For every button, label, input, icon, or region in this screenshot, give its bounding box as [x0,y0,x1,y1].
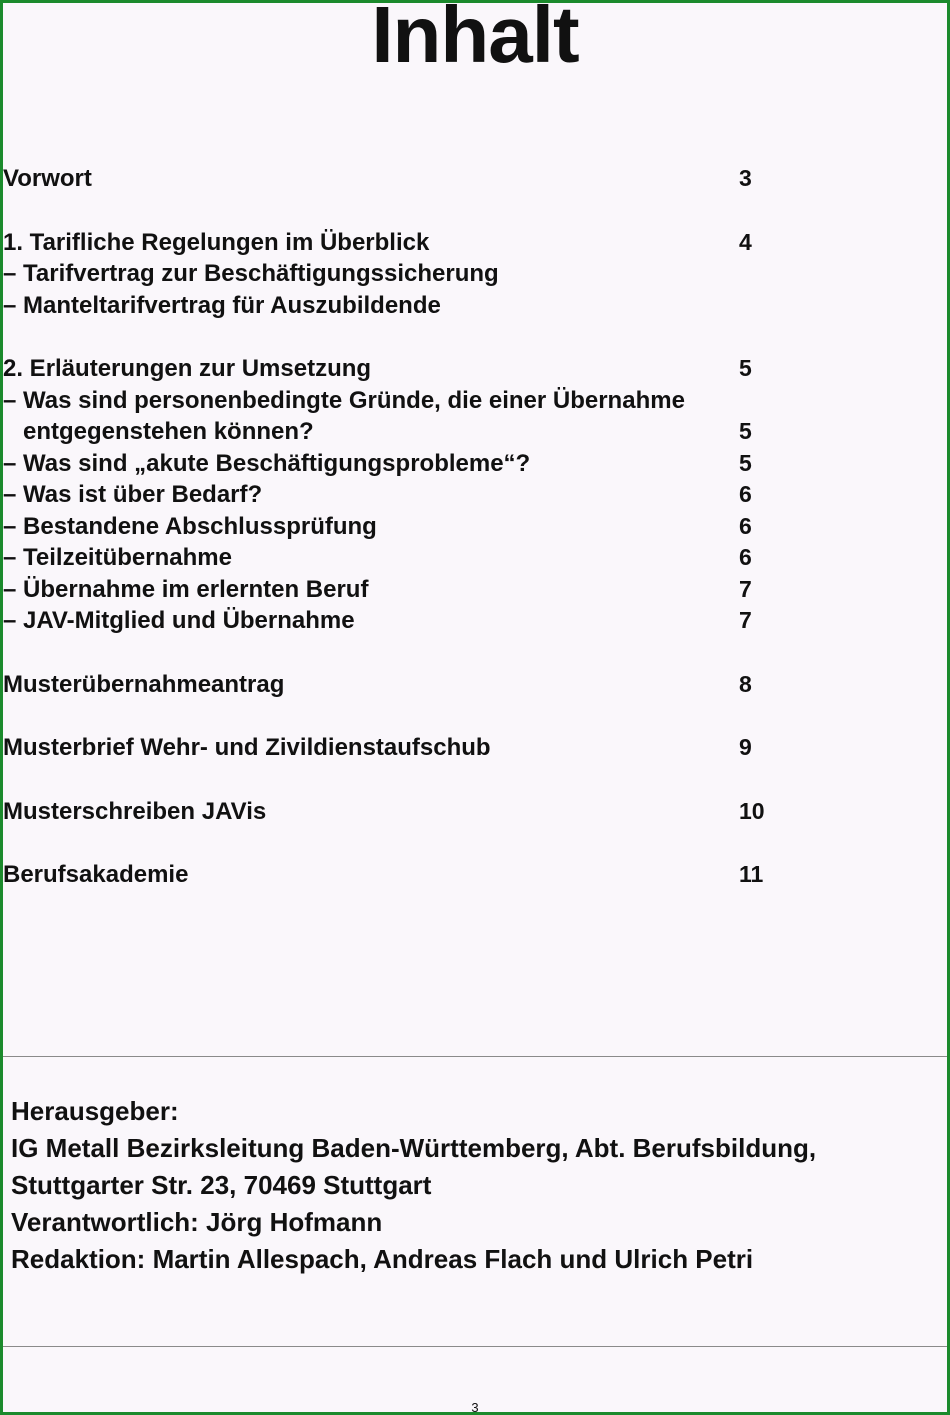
toc-entry [3,258,947,290]
toc-entry [3,859,947,891]
toc-entry [3,574,947,606]
toc-entry-page-number: 5 [739,418,752,444]
toc-entry [3,416,947,448]
toc-entry-title: – JAV-Mitglied und Übernahme [3,607,355,634]
toc-entry-title: – Was sind personenbedingte Gründe, die einer Übernahme [3,386,685,414]
toc-entry [3,448,947,480]
page-title: Inhalt [371,0,579,79]
table-of-contents [3,163,947,891]
toc-entry-title: Vorwort [3,165,92,192]
toc-entry-title: entgegenstehen können? [23,418,314,445]
toc-entry [3,605,947,637]
toc-entry [3,353,947,385]
toc-entry [3,479,947,511]
toc-entry-page-number: 5 [739,355,752,381]
toc-entry-page-number: 9 [739,734,752,760]
toc-entry-page-number: 6 [739,481,752,507]
toc-entry [3,542,947,574]
toc-entry [3,511,947,543]
toc-entry-title: 2. Erläuterungen zur Umsetzung [3,355,372,382]
toc-entry-page-number: 8 [739,670,752,697]
toc-entry-title: Musterübernahmeantrag [3,670,285,698]
divider-top [3,1056,947,1057]
toc-entry-page-number: 3 [739,165,752,191]
imprint-publisher: IG Metall Bezirksleitung Baden-Württemberg, Abt. Berufsbildung, [11,1133,817,1163]
toc-entry-title: 1. Tarifliche Regelungen im Überblick [3,228,430,256]
imprint [11,1093,816,1278]
imprint-responsible: Verantwortlich: Jörg Hofmann [11,1207,383,1237]
toc-entry-title: – Teilzeitübernahme [3,544,232,571]
toc-entry-title: Musterschreiben JAVis [3,797,267,825]
toc-entry-page-number: 4 [739,228,752,255]
toc-entry-page-number: 10 [739,797,765,824]
page-number: 3 [471,1400,479,1415]
toc-entry-page-number: 11 [739,861,764,887]
toc-entry [3,669,947,701]
toc-entry [3,732,947,764]
toc-entry-title: – Manteltarifvertrag für Auszubildende [3,291,441,319]
toc-entry-title: – Was sind „akute Beschäftigungsprobleme“? [3,449,531,477]
toc-entry-title: – Tarifvertrag zur Beschäftigungssicherung [3,260,499,287]
toc-entry [3,227,947,259]
toc-entry-title: – Bestandene Abschlussprüfung [3,512,377,540]
toc-entry-page-number: 5 [739,449,752,476]
toc-entry [3,796,947,828]
toc-entry [3,163,947,195]
divider-bottom [3,1346,947,1347]
toc-entry-page-number: 6 [739,544,752,570]
toc-entry [3,385,947,417]
toc-entry-page-number: 6 [739,512,752,539]
imprint-address: Stuttgarter Str. 23, 70469 Stuttgart [11,1170,432,1200]
toc-entry-title: – Was ist über Bedarf? [3,481,263,508]
toc-entry-title: Berufsakademie [3,861,189,888]
imprint-editors: Redaktion: Martin Allespach, Andreas Flach und Ulrich Petri [11,1244,754,1274]
toc-entry-title: – Übernahme im erlernten Beruf [3,575,369,603]
toc-entry-page-number: 7 [739,575,752,602]
toc-entry [3,290,947,322]
imprint-heading: Herausgeber: [11,1096,179,1126]
toc-entry-title: Musterbrief Wehr- und Zivildienstaufschub [3,734,491,761]
toc-entry-page-number: 7 [739,607,752,633]
